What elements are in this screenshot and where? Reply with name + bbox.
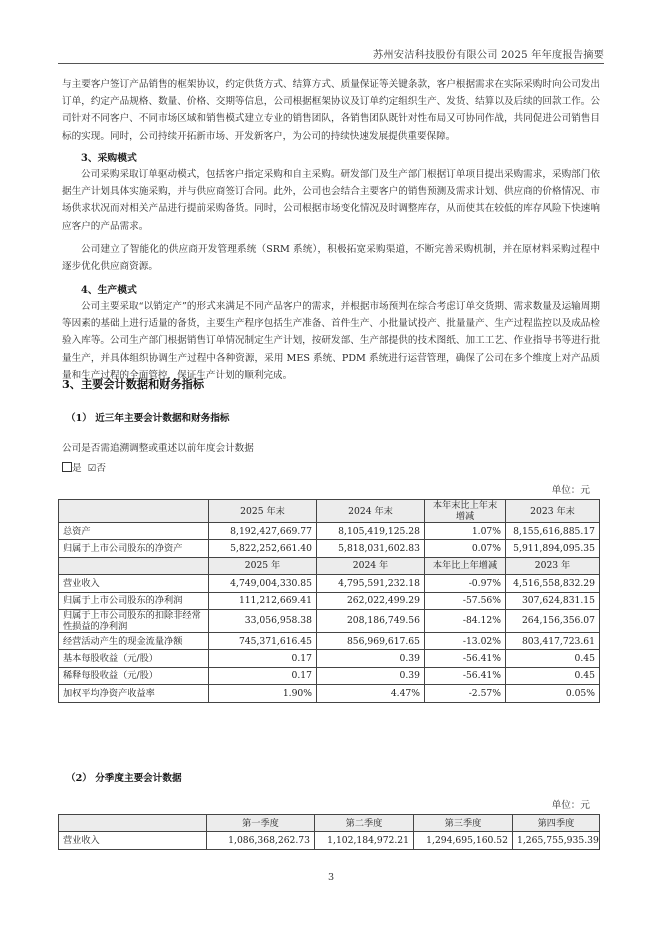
value-cell: 4,749,004,330.85 [209,575,317,592]
value-cell: 745,371,616.45 [209,632,317,649]
column-header: 2024 年末 [317,500,425,523]
value-cell: -2.57% [425,685,506,702]
value-cell: 0.45 [506,667,600,684]
column-header: 第三季度 [414,815,513,832]
column-header: 第一季度 [207,815,315,832]
financial-indicators-table [58,499,600,703]
adjustment-question: 公司是否需追溯调整或重述以前年度会计数据 [62,443,254,454]
sales-model-paragraph: 与主要客户签订产品销售的框架协议，约定供货方式、结算方式、质量保证等关键条款，客户根据需求在实际采购时向公司发出订单，约定产品规格、数量、价格、交期等信息，公司根据框架协议及订单约定组织生产、发货、结算以及后续的回款工作。公司针对不同客户、不同市场区域和销售模式建立专业的销售团队，各销售团队既针对性布局又可协同作战，共同促进公司销售目标的实现。同时，公司持续开拓新市场、开发新客户，为公司的持续快速发展提供重要保障。 [62,79,600,142]
value-cell: 8,105,419,125.28 [317,523,425,540]
value-cell: 111,212,669.41 [209,592,317,609]
value-cell: 1,294,695,160.52 [414,832,513,849]
value-cell: 1.90% [209,685,317,702]
value-cell: 262,022,499.29 [317,592,425,609]
value-cell: 1,086,368,262.73 [207,832,315,849]
value-cell: 5,822,252,661.40 [209,540,317,557]
column-header: 2025 年末 [209,500,317,523]
row-label: 加权平均净资产收益率 [59,685,209,702]
value-cell: 1.07% [425,523,506,540]
checkbox-checked-mark: ☑ [87,463,97,474]
value-cell: 264,156,356.07 [506,609,600,632]
value-cell: 0.39 [317,667,425,684]
section-title: 3、主要会计数据和财务指标 [62,377,205,391]
table-row [59,632,600,649]
value-cell: 0.07% [425,540,506,557]
row-label: 营业收入 [59,832,207,849]
value-cell: 803,417,723.61 [506,632,600,649]
column-header: 第四季度 [513,815,600,832]
row-label: 营业收入 [59,575,209,592]
row-label: 归属于上市公司股东的净资产 [59,540,209,557]
row-label: 经营活动产生的现金流量净额 [59,632,209,649]
column-header: 第二季度 [315,815,414,832]
srm-paragraph: 公司建立了智能化的供应商开发管理系统（SRM 系统），积极拓宽采购渠道，不断完善采购机制，并在原材料采购过程中逐步优化供应商资源。 [62,244,600,273]
header-blank-cell [59,500,209,523]
subsection-title-2: （2） 分季度主要会计数据 [66,773,182,784]
value-cell: -0.97% [425,575,506,592]
table-row [59,540,600,557]
value-cell: 208,186,749.56 [317,609,425,632]
quarterly-data-table [58,814,600,850]
production-paragraph: 公司主要采取“以销定产”的形式来满足不同产品客户的需求，并根据市场预判在综合考虑订单交货期、需求数量及运输周期等因素的基础上进行适量的备货，主要生产程序包括生产准备、首件生产、小批量试投产、批量量产、生产过程监控以及成品检验入库等。公司生产部门根据销售订单情况制定生产计划，按研发部、生产部提供的技术图纸、加工工艺、作业指导书等进行批量生产，并具体组织协调生产过程中各种资源，采用 MES 系统、PDM 系统进行运营管理，确保了公司在多个维度上对产品质量和生产过程的全面管控，保证生产计划的顺利完成。 [62,301,600,381]
subsection-title-1: （1） 近三年主要会计数据和财务指标 [66,413,230,424]
table-header-row [59,557,600,574]
value-cell: 5,818,031,602.83 [317,540,425,557]
column-header: 2023 年 [506,557,600,574]
header-blank-cell [59,557,209,574]
column-header: 本年末比上年末增减 [425,500,506,523]
value-cell: 4,516,558,832.29 [506,575,600,592]
procurement-paragraph: 公司采购采取订单驱动模式，包括客户指定采购和自主采购。研发部门及生产部门根据订单项目提出采购需求，采购部门依据生产计划具体实施采购，并与供应商签订合同。此外，公司也会结合主要客户的销售预测及需求计划、供应商的价格情况、市场供求状况而对相关产品进行提前采购备货。同时，公司根据市场变化情况及时调整库存，从而使其在较低的库存风险下快速响应客户的产品需求。 [62,169,600,232]
table-row [59,667,600,684]
table-row [59,592,600,609]
adjustment-checkboxes [62,460,106,474]
table-header-row [59,815,600,832]
value-cell: 856,969,617.65 [317,632,425,649]
value-cell: -84.12% [425,609,506,632]
checkbox-unchecked [62,462,72,472]
value-cell: 8,192,427,669.77 [209,523,317,540]
checkbox-no-label: 是 [72,463,82,474]
value-cell: 4.47% [317,685,425,702]
row-label: 稀释每股收益（元/股） [59,667,209,684]
row-label: 总资产 [59,523,209,540]
header-blank-cell [59,815,207,832]
value-cell: 1,265,755,935.39 [513,832,600,849]
value-cell: 8,155,616,885.17 [506,523,600,540]
value-cell: -13.02% [425,632,506,649]
report-header: 苏州安洁科技股份有限公司 2025 年年度报告摘要 [373,50,604,61]
production-heading: 4、生产模式 [81,285,137,296]
table-row [59,523,600,540]
value-cell: -56.41% [425,650,506,667]
table-row [59,650,600,667]
row-label: 归属于上市公司股东的净利润 [59,592,209,609]
value-cell: 0.39 [317,650,425,667]
value-cell: 4,795,591,232.18 [317,575,425,592]
table-row [59,832,600,849]
value-cell: 1,102,184,972.21 [315,832,414,849]
value-cell: -56.41% [425,667,506,684]
value-cell: 5,911,894,095.35 [506,540,600,557]
column-header: 2023 年末 [506,500,600,523]
row-label: 归属于上市公司股东的扣除非经常性损益的净利润 [59,609,209,632]
header-divider [58,63,604,64]
unit-label-2: 单位：元 [551,800,590,811]
value-cell: 0.45 [506,650,600,667]
checkbox-yes-label: 否 [96,463,106,474]
row-label: 基本每股收益（元/股） [59,650,209,667]
column-header: 2024 年 [317,557,425,574]
value-cell: 0.17 [209,650,317,667]
table-row [59,575,600,592]
table-row [59,609,600,632]
value-cell: 307,624,831.15 [506,592,600,609]
value-cell: 0.05% [506,685,600,702]
unit-label-1: 单位：元 [551,485,590,496]
column-header: 本年比上年增减 [425,557,506,574]
table-row [59,685,600,702]
table-header-row [59,500,600,523]
value-cell: 0.17 [209,667,317,684]
value-cell: 33,056,958.38 [209,609,317,632]
column-header: 2025 年 [209,557,317,574]
value-cell: -57.56% [425,592,506,609]
page-number: 3 [327,872,335,883]
procurement-heading: 3、采购模式 [81,153,137,164]
